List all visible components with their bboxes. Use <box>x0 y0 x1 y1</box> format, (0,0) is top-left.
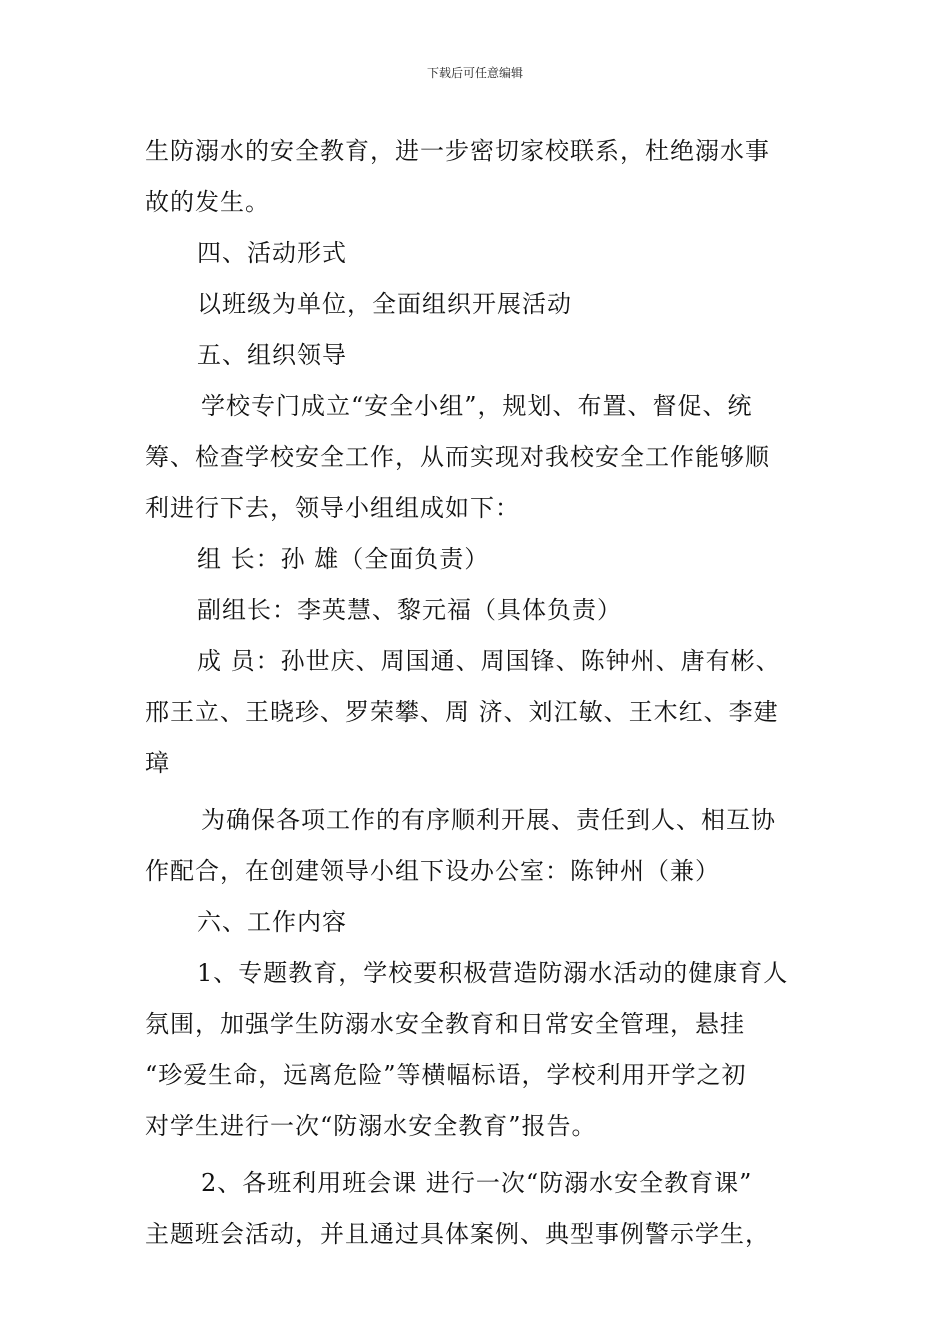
members-line: 邢王立、王晓珍、罗荣攀、周 济、刘江敏、王木红、李建 <box>145 698 779 726</box>
paragraph-line: 故的发生。 <box>145 188 270 216</box>
paragraph-line: 氛围，加强学生防溺水安全教育和日常安全管理，悬挂 <box>145 1010 745 1038</box>
paragraph-line: 生防溺水的安全教育，进一步密切家校联系，杜绝溺水事 <box>145 137 770 165</box>
paragraph-line: 筹、检查学校安全工作，从而实现对我校安全工作能够顺 <box>145 443 770 471</box>
paragraph-line: 为确保各项工作的有序顺利开展、责任到人、相互协 <box>201 806 776 834</box>
paragraph-line: “珍爱生命，远离危险”等横幅标语，学校利用开学之初 <box>145 1061 747 1089</box>
leader-line: 组 长：孙 雄（全面负责） <box>197 545 490 573</box>
paragraph-line: 对学生进行一次“防溺水安全教育”报告。 <box>145 1112 597 1140</box>
paragraph-line: 主题班会活动，并且通过具体案例、典型事例警示学生， <box>145 1220 770 1248</box>
paragraph-line: 1、专题教育，学校要积极营造防溺水活动的健康育人 <box>197 959 789 987</box>
page-header-note: 下载后可任意编辑 <box>426 66 523 80</box>
section-heading: 五、组织领导 <box>197 341 347 369</box>
paragraph-line: 作配合，在创建领导小组下设办公室：陈钟州（兼） <box>145 857 720 885</box>
paragraph-line: 学校专门成立“安全小组”，规划、布置、督促、统 <box>201 392 753 420</box>
document-body <box>145 126 810 1260</box>
section-heading: 四、活动形式 <box>197 239 347 267</box>
deputy-leader-line: 副组长：李英慧、黎元福（具体负责） <box>197 596 622 624</box>
section-heading: 六、工作内容 <box>197 908 347 936</box>
paragraph-line: 利进行下去，领导小组组成如下： <box>145 494 520 522</box>
members-line: 成 员：孙世庆、周国通、周国锋、陈钟州、唐有彬、 <box>197 647 781 675</box>
members-line: 璋 <box>145 749 170 777</box>
paragraph-line: 以班级为单位，全面组织开展活动 <box>197 290 572 318</box>
paragraph-line: 2、各班利用班会课 进行一次“防溺水安全教育课” <box>201 1169 753 1197</box>
